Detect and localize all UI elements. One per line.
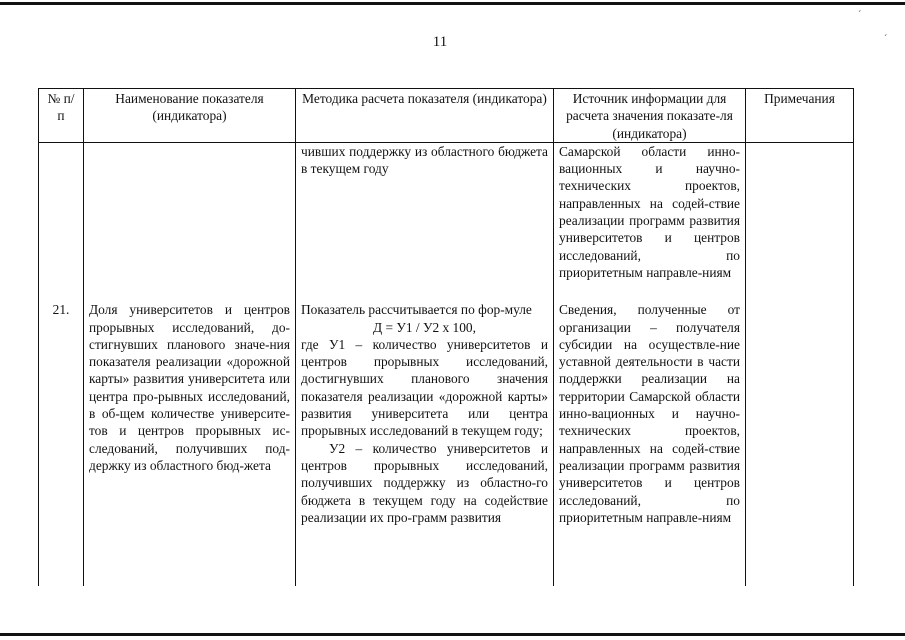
table-row-continued	[39, 142, 854, 281]
method-formula: Д = У1 / У2 х 100,	[373, 319, 476, 335]
table-row-tail	[39, 526, 854, 586]
cell-method	[296, 301, 554, 526]
bottom-border-line	[0, 633, 905, 636]
cell-notes	[746, 301, 854, 526]
cell-name	[84, 142, 296, 281]
scan-mark: ˊ	[884, 34, 888, 45]
method-y2: У2 – количество университетов и центров прорывных исследований, получивших поддержку из областно-го бюджета в текущем году на содействие реализации их про-грамм развития	[301, 440, 548, 525]
header-number: № п/п	[39, 89, 84, 143]
table-header-row	[39, 89, 854, 143]
page-number: 11	[432, 34, 448, 50]
header-indicator-name: Наименование показателя (индикатора)	[84, 89, 296, 143]
table-row-21	[39, 301, 854, 526]
cell-source: Самарской области инно-вационных и научно-технических проектов, направленных на содей-ствие реализации программ развития университетов и центров исследований, по приоритетным направле-ниям	[554, 142, 746, 281]
method-intro: Показатель рассчитывается по фор-муле	[301, 302, 532, 318]
header-method: Методика расчета показателя (индикатора)	[296, 89, 554, 143]
header-source: Источник информации для расчета значения показате-ля (индикатора)	[554, 89, 746, 143]
scan-mark: ˊ	[858, 10, 862, 21]
header-notes: Примечания	[746, 89, 854, 143]
cell-source: Сведения, полученные от организации – получателя субсидии на осуществле-ние уставной деятельности в части поддержки реализации на территории Самарской области инно-вационных и научно-технических проектов, направленных на содей-ствие реализации программ развития университетов и центров исследований, по приоритетным направле-ниям	[554, 301, 746, 526]
cell-number	[39, 142, 84, 281]
top-border-line	[0, 2, 905, 5]
cell-method: чивших поддержку из областного бюджета в текущем году	[296, 142, 554, 281]
cell-name: Доля университетов и центров прорывных исследований, до-стигнувших планового значе-ния показателя реализации «дорожной карты» развития университета или центра про-рывных исследований, в об-щем количестве университе-тов и центров прорывных ис-следований, получивших под-держку из областного бюд-жета	[84, 301, 296, 526]
cell-notes	[746, 142, 854, 281]
cell-number: 21.	[39, 301, 84, 526]
method-y1: где У1 – количество университетов и центров прорывных исследований, достигнувших планового значения показателя реализации «дорожной карты» развития университета или центра прорывных исследований в текущем году;	[301, 336, 548, 439]
table-row-spacer	[39, 281, 854, 301]
indicator-table	[38, 88, 854, 586]
